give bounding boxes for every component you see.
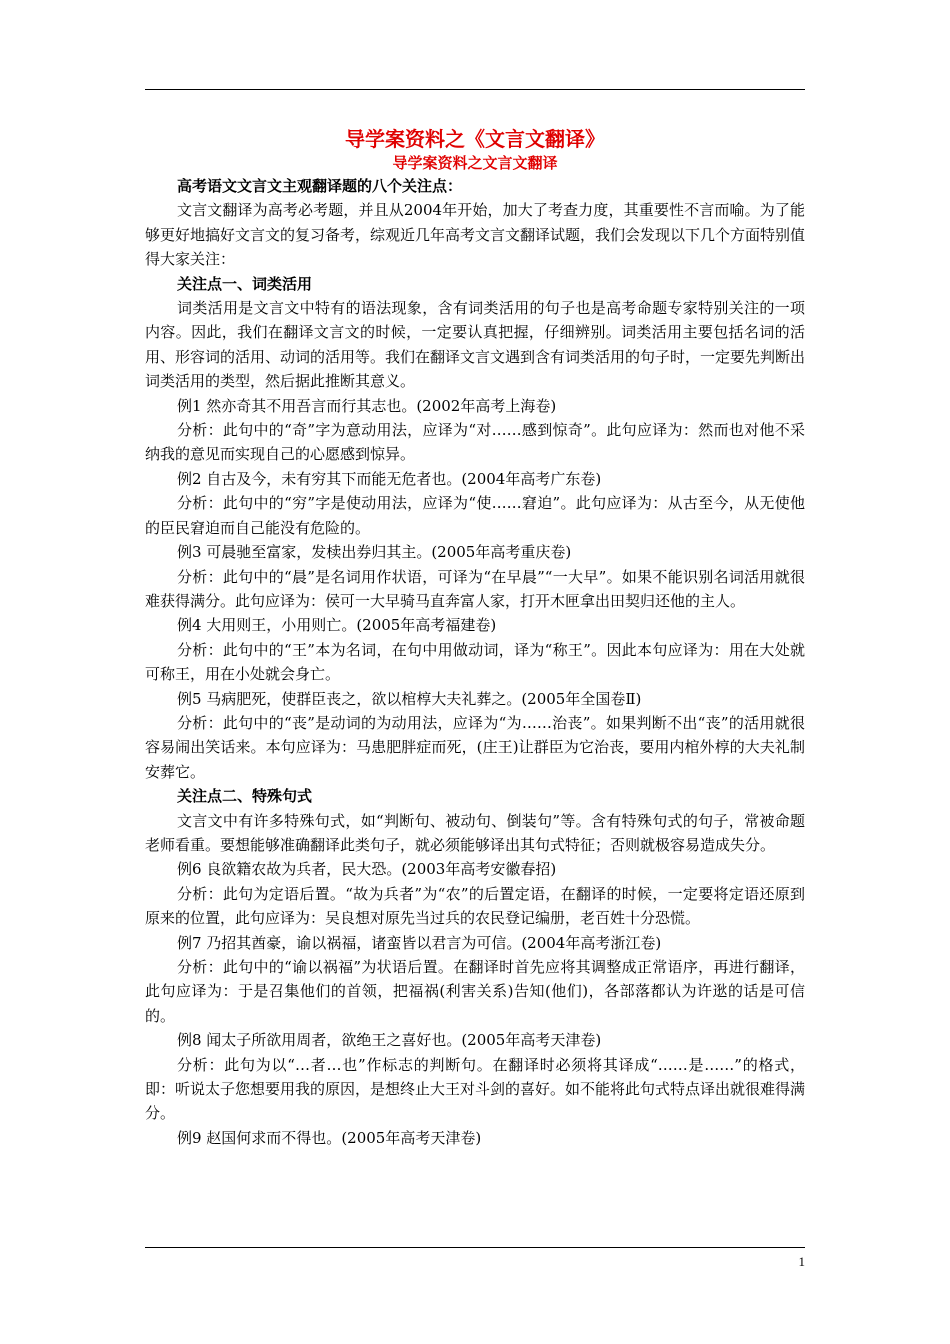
analysis-5: 分析：此句中的“丧”是动词的为动用法，应译为“为……治丧”。如果判断不出“丧”的活用就很容易闹出笑话来。本句应译为：马患肥胖症而死，(庄王)让群臣为它治丧，要用内棺外椁的大夫礼制安葬它。 (145, 713, 805, 781)
analysis-6: 分析：此句为定语后置。“故为兵者”为“农”的后置定语，在翻译的时候，一定要将定语还原到原来的位置，此句应译为：吴良想对原先当过兵的农民登记编册，老百姓十分恐慌。 (145, 884, 805, 928)
example-4: 例4 大用则王，小用则亡。(2005年高考福建卷) (177, 616, 497, 635)
example-1: 例1 然亦奇其不用吾言而行其志也。(2002年高考上海卷) (177, 396, 557, 415)
intro-paragraph: 文言文翻译为高考必考题，并且从2004年开始，加大了考查力度，其重要性不言而喻。为了能够更好地搞好文言文的复习备考，综观近几年高考文言文翻译试题，我们会发现以下几个方面特别值得大家关注： (145, 201, 806, 269)
analysis-1: 分析：此句中的“奇”字为意动用法，应译为“对……感到惊奇”。此句应译为：然而也对他不采纳我的意见而实现自己的心愿感到惊异。 (145, 421, 805, 464)
example-7: 例7 乃招其酋豪，谕以祸福，诸蛮皆以君言为可信。(2004年高考浙江卷) (177, 933, 662, 952)
analysis-8: 分析：此句为以“…者…也”作标志的判断句。在翻译时必须将其译成“……是……”的格式，即：听说太子您想要用我的原因，是想终止大王对斗剑的喜好。如不能将此句式特点译出就很难得满分。 (145, 1055, 806, 1123)
analysis-2: 分析：此句中的“穷”字是使动用法，应译为“使……窘迫”。此句应译为：从古至今，从无使他的臣民窘迫而自己能没有危险的。 (145, 494, 805, 537)
example-2: 例2 自古及今，未有穷其下而能无危者也。(2004年高考广东卷) (177, 469, 602, 488)
analysis-4: 分析：此句中的“王”本为名词，在句中用做动词，译为“称王”。因此本句应译为：用在大处就可称王，用在小处就会身亡。 (145, 640, 805, 684)
document-subtitle: 导学案资料之文言文翻译 (392, 154, 558, 172)
example-5: 例5 马病肥死，使群臣丧之，欲以棺椁大夫礼葬之。(2005年全国卷Ⅱ) (177, 689, 642, 708)
section-heading-2: 关注点二、特殊句式 (177, 787, 313, 806)
footer-rule (145, 1247, 805, 1248)
section-intro-2: 文言文中有许多特殊句式，如“判断句、被动句、倒装句”等。含有特殊句式的句子，常被命题老师看重。要想能够准确翻译此类句子，就必须能够译出其句式特征；否则就极容易造成失分。 (145, 811, 805, 854)
section-heading-1: 关注点一、词类活用 (177, 274, 313, 293)
section-intro-1: 词类活用是文言文中特有的语法现象，含有词类活用的句子也是高考命题专家特别关注的一项内容。因此，我们在翻译文言文的时候，一定要认真把握，仔细辨别。词类活用主要包括名词的活用、形容词的活用、动词的活用等。我们在翻译文言文遇到含有词类活用的句子时，一定要先判断出词类活用的类型，然后据此推断其意义。 (145, 299, 806, 391)
example-9: 例9 赵国何求而不得也。(2005年高考天津卷) (177, 1128, 482, 1147)
example-3: 例3 可晨驰至富家，发椟出券归其主。(2005年高考重庆卷) (177, 543, 572, 562)
document-body (145, 126, 805, 1150)
document-title: 导学案资料之《文言文翻译》 (345, 127, 605, 151)
header-rule (145, 89, 805, 90)
example-8: 例8 闻太子所欲用周者，欲绝王之喜好也。(2005年高考天津卷) (177, 1031, 602, 1050)
analysis-3: 分析：此句中的“晨”是名词用作状语，可译为“在早晨”“一大早”。如果不能识别名词活用就很难获得满分。此句应译为：侯可一大早骑马直奔富人家，打开木匣拿出田契归还他的主人。 (145, 567, 805, 610)
page-number: 1 (798, 1254, 805, 1269)
analysis-7: 分析：此句中的“谕以祸福”为状语后置。在翻译时首先应将其调整成正常语序，再进行翻译，此句应译为：于是召集他们的首领，把福祸(利害关系)告知(他们)，各部落都认为许逖的话是可信的。 (145, 958, 805, 1025)
example-6: 例6 良欲籍农故为兵者，民大恐。(2003年高考安徽春招) (177, 860, 557, 879)
main-heading: 高考语文文言文主观翻译题的八个关注点： (177, 177, 463, 195)
